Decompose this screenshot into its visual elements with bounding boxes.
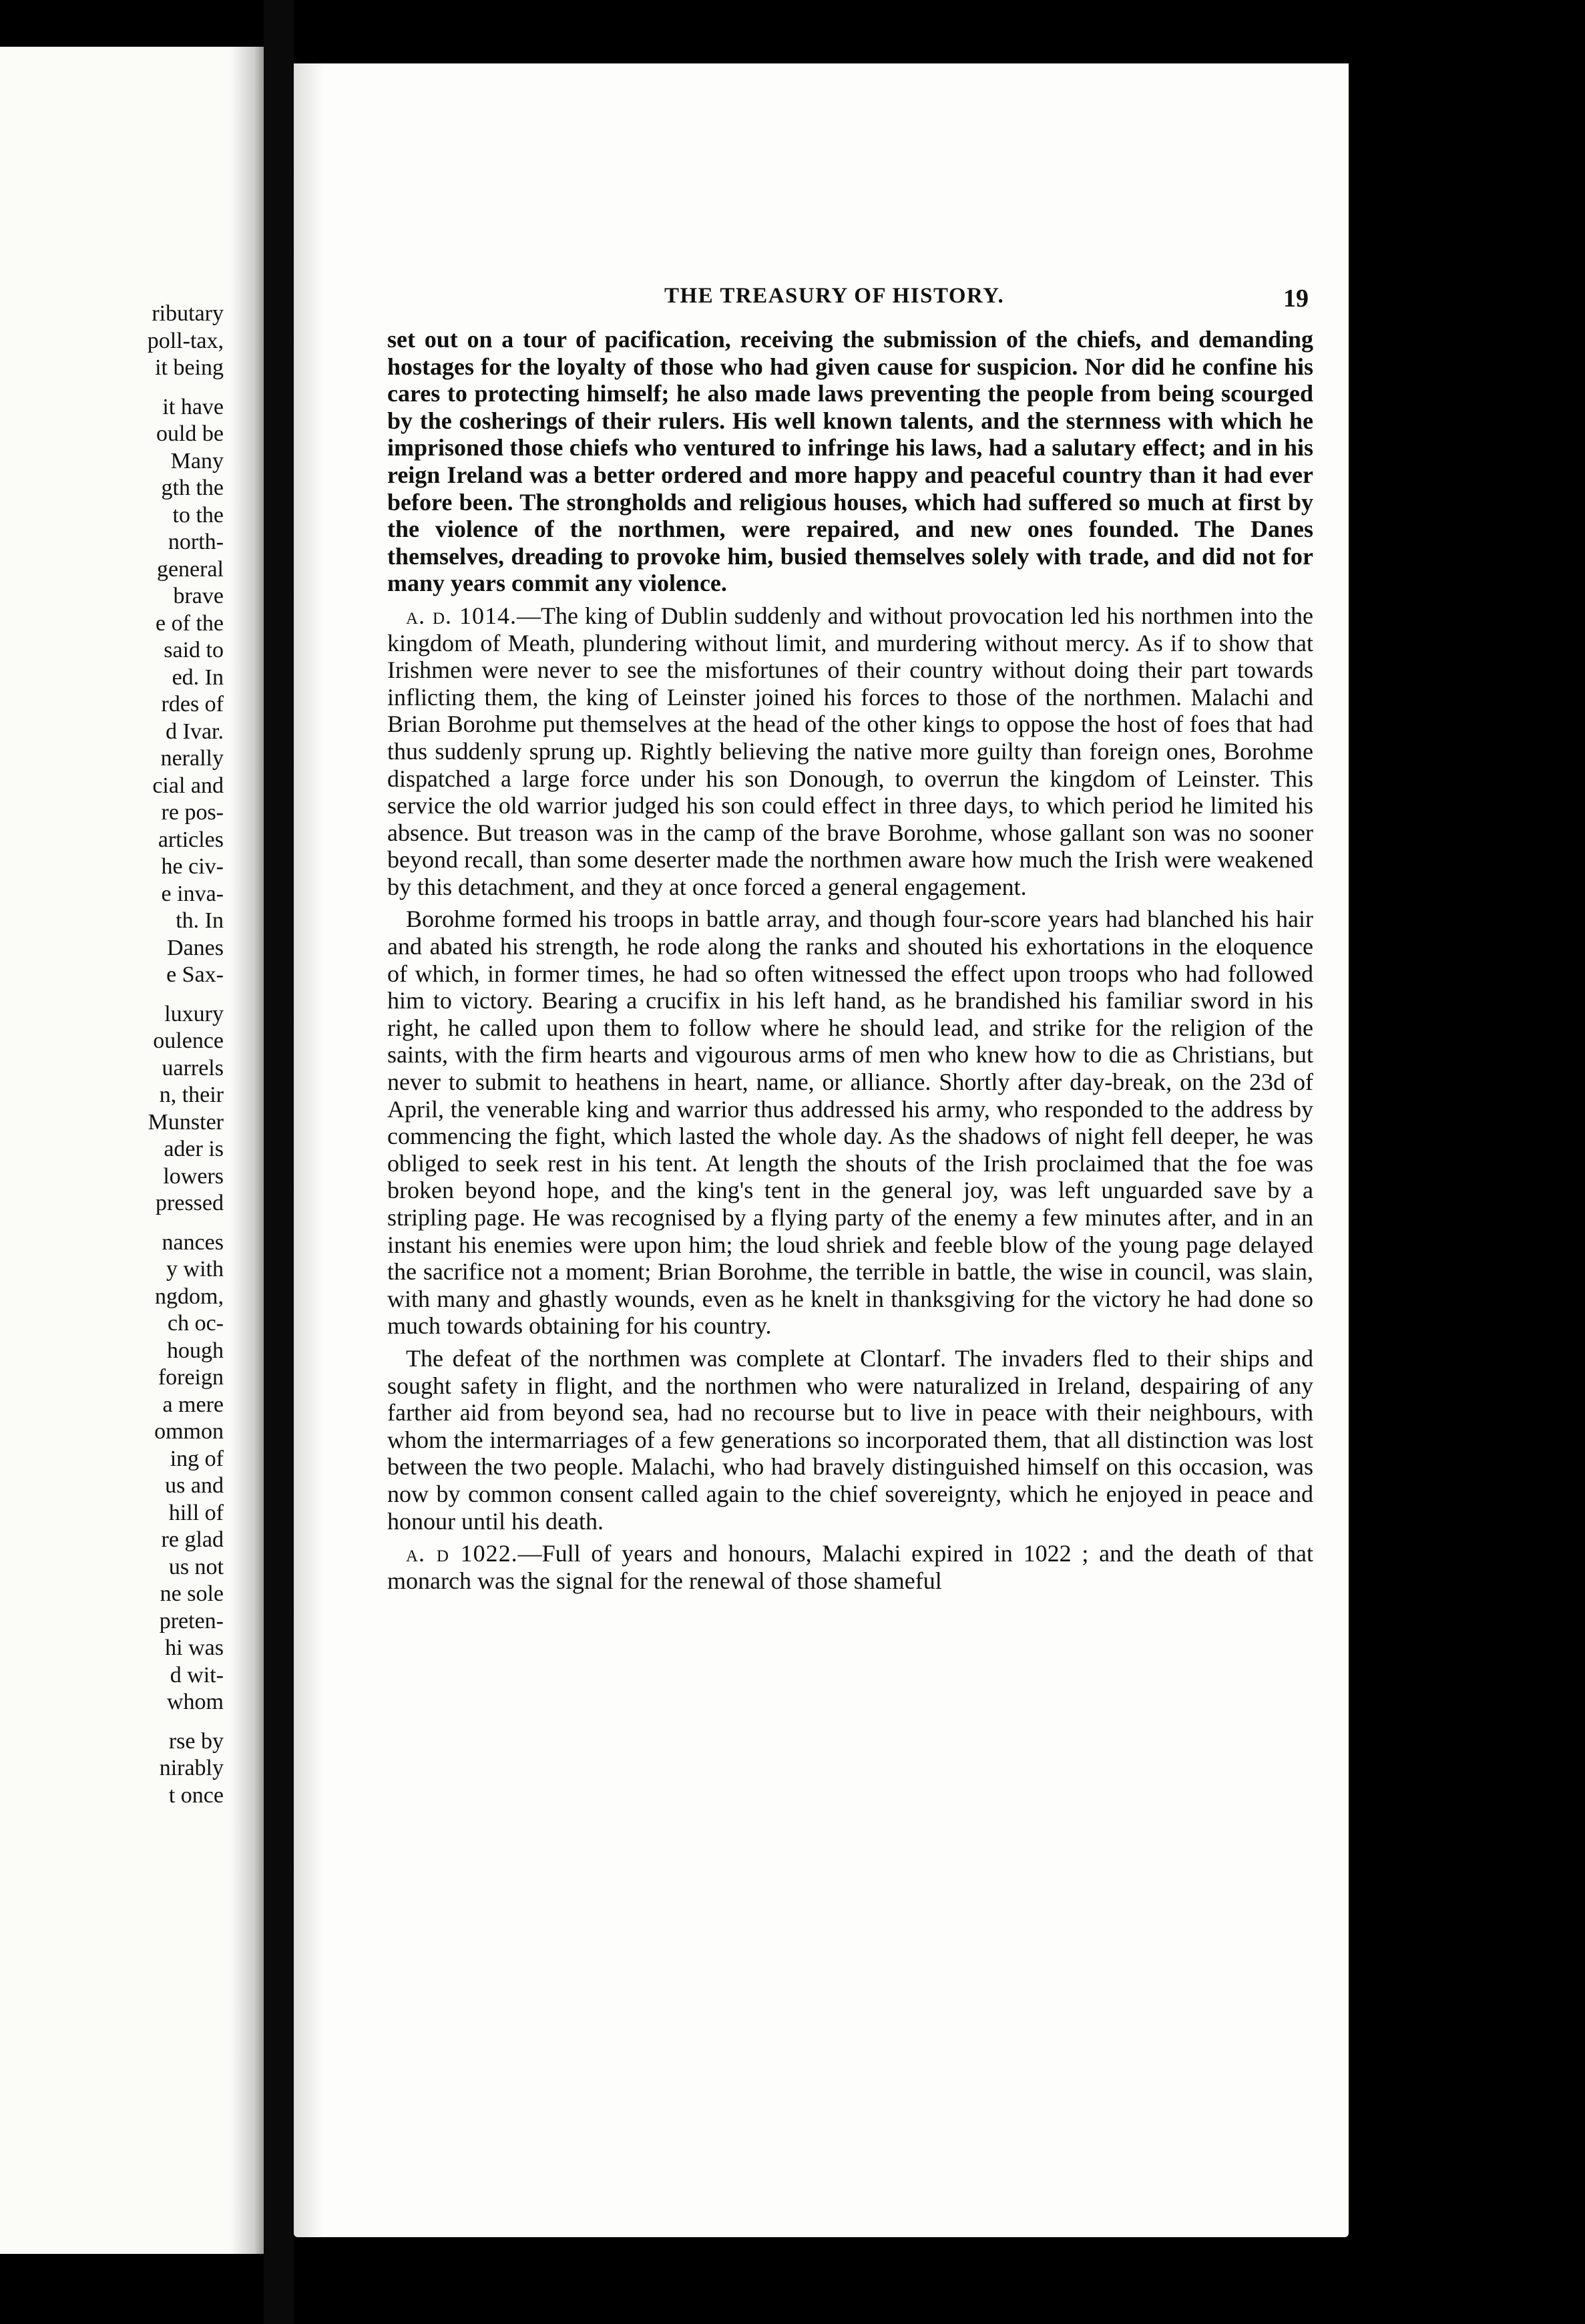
left-page-line: general — [156, 556, 224, 582]
left-page-line: ed. In — [172, 664, 224, 690]
left-page-line: ader is — [164, 1137, 224, 1161]
left-facing-page — [0, 47, 264, 2254]
left-page-line: lowers — [163, 1163, 224, 1189]
left-page-line: gth the — [161, 475, 224, 500]
left-page-line: re pos- — [161, 800, 224, 825]
paragraph-text: set out on a tour of pacification, receiving the submission of the chiefs, and demanding hostages for the loyalty of those who had given cause for suspicion. Nor did he confine his cares to protecting himself; he also made laws preventing the people from being scourged by the cosherings of their rulers. His well known talents, and the sternness with which he imprisoned those chiefs who ventured to infringe his laws, had a salutary effect; and in his reign Ireland was a better ordered and more happy and peaceful country than it had ever before been. The strongholds and religious houses, which had suffered so much at first by the violence of the northmen, were repaired, and new ones founded. The Danes themselves, dreading to provoke him, busied themselves solely with trade, and did not for many years commit any violence. — [387, 326, 1313, 597]
page-edge-shade — [294, 63, 324, 2237]
page-number: 19 — [1283, 284, 1309, 313]
left-page-line: n, their — [159, 1083, 224, 1107]
date-marker: a. d. 1014. — [406, 602, 517, 629]
paragraph-text: Borohme formed his troops in battle array, and though four-score years had blanched his hair and abated his strength, he rode along the ranks and shouted his exhortations in the eloquence of which, in former times, he had so often witnessed the effect upon troops who had followed him to victory. Bearing a crucifix in his left hand, as he brandished his familiar sword in his right, he called upon them to follow where he should lead, and strike for the religion of the saints, with the firm hearts and vigourous arms of men who knew how to die as Christians, but never to submit to heathens in heart, name, or alliance. Shortly after day-break, on the 23d of April, the venerable king and warrior thus addressed his army, who responded to the address by commencing the fight, which lasted the whole day. As the shadows of night fell deeper, he was obliged to seek rest in his tent. At length the shouts of the Irish proclaimed that the foe was broken beyond hope, and the king's tent in the general joy, was left unguarded save by a stripling page. He was recognised by a flying party of the enemy a few minutes after, and in an instant his enemies were upon him; the loud shriek and feeble blow of the young page delayed the sacrifice not a moment; Brian Borohme, the terrible in battle, the wise in council, was slain, with many and ghastly wounds, even as he knelt in thanksgiving for the victory he had done so much towards obtaining for his country. — [387, 906, 1313, 1340]
date-marker: a. d 1022. — [406, 1540, 518, 1567]
left-page-line: it being — [155, 355, 224, 380]
left-page-line: cial and — [152, 773, 224, 798]
left-page-line: ould be — [156, 421, 224, 446]
left-page-line: it have — [162, 394, 224, 419]
left-page-line: Munster — [148, 1109, 224, 1135]
left-page-line: poll-tax, — [147, 328, 224, 353]
left-page-line: nances — [162, 1229, 224, 1255]
paragraph — [387, 906, 1313, 1340]
left-page-line: oulence — [153, 1028, 224, 1053]
left-page-line: ommon — [154, 1419, 224, 1444]
left-page-line: th. In — [176, 908, 224, 933]
left-page-line: north- — [168, 530, 224, 554]
left-page-line: pressed — [156, 1191, 224, 1215]
left-page-line: hough — [167, 1338, 224, 1363]
page-fold-shadow — [230, 47, 264, 2254]
paragraph — [387, 1345, 1313, 1535]
left-page-line: luxury — [164, 1001, 224, 1026]
left-page-line: e of the — [156, 610, 224, 636]
left-page-line: hill of — [168, 1500, 224, 1525]
paragraph-text: —Full of years and honours, Malachi expired in 1022 ; and the death of that monarch was the signal for the renewal of those shameful — [387, 1540, 1314, 1594]
left-page-line: nirably — [159, 1756, 224, 1780]
left-page-line: ing of — [170, 1446, 224, 1471]
left-page-line: us and — [165, 1473, 224, 1498]
left-page-line: to the — [172, 502, 224, 528]
running-head-title: THE TREASURY OF HISTORY. — [664, 284, 1005, 308]
left-page-gap — [23, 989, 224, 1001]
left-page-line: re glad — [161, 1527, 224, 1552]
left-page-line: foreign — [158, 1365, 224, 1390]
left-page-line: t once — [168, 1782, 224, 1808]
left-page-line: rse by — [168, 1728, 224, 1754]
body-text — [387, 326, 1313, 1594]
left-page-line: ngdom, — [155, 1284, 224, 1309]
left-page-text-fragments — [23, 301, 224, 1809]
left-page-line: e Sax- — [166, 962, 224, 987]
left-page-line: rdes of — [161, 692, 224, 717]
left-page-line: brave — [173, 584, 224, 608]
left-page-gap — [23, 1716, 224, 1728]
left-page-line: Danes — [167, 935, 224, 960]
left-page-line: Many — [170, 448, 224, 473]
left-page-line: nerally — [160, 746, 224, 771]
paragraph-text: —The king of Dublin suddenly and without provocation led his northmen into the kingdom of Meath, plundering without limit, and murdering without mercy. As if to show that Irishmen were never to see the misfortunes of their country without doing their part towards inflicting them, the king of Leinster joined his forces to those of the northmen. Malachi and Brian Borohme put themselves at the head of the other kings to oppose the host of foes that had thus suddenly sprung up. Rightly believing the native more guilty than foreign ones, Borohme dispatched a large force under his son Donough, to overrun the kingdom of Leinster. This service the old warrior judged his son could effect in three days, to which period he limited his absence. But treason was in the camp of the brave Borohme, whose gallant son was no sooner beyond recall, than some deserter made the northmen aware how much the Irish were weakened by this detachment, and they at once forced a general engagement. — [387, 602, 1313, 900]
left-page-line: he civ- — [161, 854, 224, 879]
left-page-line: d Ivar. — [166, 719, 224, 744]
left-page-line: preten- — [159, 1608, 224, 1633]
main-page — [294, 63, 1349, 2237]
paragraph — [387, 1540, 1313, 1594]
left-page-line: said to — [164, 638, 224, 662]
running-head — [387, 284, 1309, 317]
paragraph — [387, 326, 1313, 597]
book-gutter — [264, 0, 294, 2324]
left-page-line: ch oc- — [167, 1311, 224, 1336]
left-page-gap — [23, 382, 224, 394]
left-page-line: d wit- — [170, 1662, 224, 1688]
left-page-line: whom — [167, 1690, 224, 1714]
left-page-line: e inva- — [161, 881, 224, 906]
left-page-line: uarrels — [162, 1055, 224, 1081]
paragraph-text: The defeat of the northmen was complete at Clontarf. The invaders fled to their ships and sought safety in flight, and the northmen who were naturalized in Ireland, despairing of any farther aid from beyond sea, had no recourse but to live in peace with their neighbours, with whom the intermarriages of a few generations so incorporated them, that all distinction was lost between the two people. Malachi, who had bravely distinguished himself on this occasion, was now by common consent called again to the chief sovereignty, which he enjoyed in peace and honour until his death. — [387, 1344, 1313, 1535]
left-page-line: articles — [158, 827, 224, 852]
left-page-line: hi was — [165, 1635, 224, 1660]
left-page-line: a mere — [162, 1392, 224, 1417]
left-page-line: y with — [166, 1257, 224, 1282]
left-page-gap — [23, 1217, 224, 1229]
left-page-line: ributary — [152, 301, 224, 326]
left-page-line: us not — [168, 1554, 224, 1579]
left-page-line: ne sole — [160, 1581, 224, 1606]
paragraph — [387, 602, 1313, 901]
